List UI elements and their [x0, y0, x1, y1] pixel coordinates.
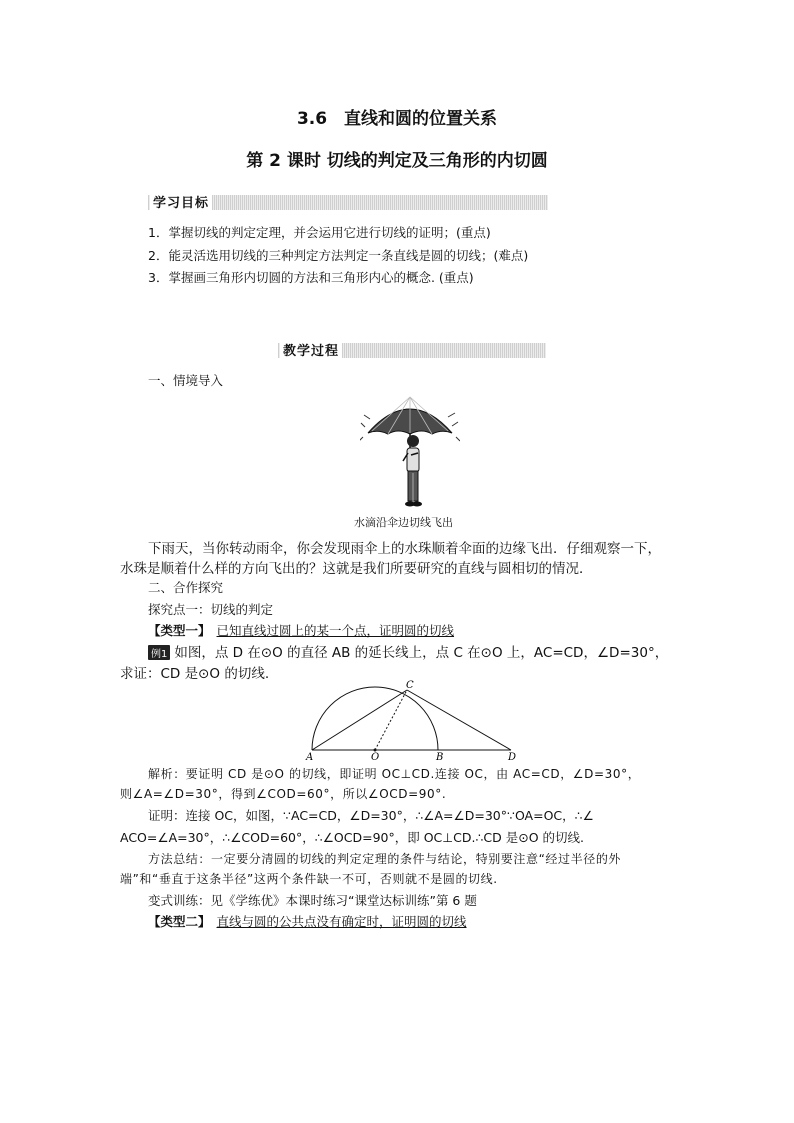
- umbrella-boy-illustration: [360, 393, 460, 511]
- coop-heading: 二、合作探究: [148, 580, 224, 595]
- label-A: A: [306, 752, 314, 762]
- example-line-2: 求证：CD 是⊙O 的切线.: [120, 666, 270, 682]
- type1-text: 已知直线过圆上的某一个点，证明圆的切线: [216, 623, 455, 638]
- process-banner: [278, 340, 546, 358]
- intro-paragraph-line-2: 水珠是顺着什么样的方向飞出的？这就是我们所要研究的直线与圆相切的情况．: [120, 561, 593, 577]
- type2-line: [148, 912, 467, 930]
- process-heading: 教学过程: [280, 340, 342, 359]
- goal-item-3: 3．掌握画三角形内切圆的方法和三角形内心的概念. (重点): [148, 270, 474, 285]
- line-O-C: [375, 690, 407, 750]
- example-badge: 例1: [148, 645, 170, 660]
- summary-line-1: 方法总结：一定要分清圆的切线的判定定理的条件与结论，特别要注意“经过半径的外: [148, 852, 622, 866]
- analysis-line-1: 解析：要证明 CD 是⊙O 的切线，即证明 OC⊥CD.连接 OC，由 AC=CD，∠D=30°，: [148, 767, 641, 781]
- example-text-1: 如图，点 D 在⊙O 的直径 AB 的延长线上，点 C 在⊙O 上，AC=CD，∠D=30°，: [174, 645, 669, 661]
- example-line-1: [148, 641, 668, 661]
- goal-item-1: 1．掌握切线的判定定理，并会运用它进行切线的证明；(重点): [148, 225, 491, 240]
- intro-paragraph-line-1: 下雨天，当你转动雨伞，你会发现雨伞上的水珠顺着伞面的边缘飞出．仔细观察一下，: [148, 541, 661, 557]
- lesson-title: 第 2 课时 切线的判定及三角形的内切圆: [246, 151, 548, 171]
- label-B: B: [436, 752, 444, 762]
- proof-line-1: 证明：连接 OC，如图，∵AC=CD，∠D=30°，∴∠A=∠D=30°∵OA=OC，∴∠: [148, 808, 594, 823]
- goal-item-2: 2．能灵活选用切线的三种判定方法判定一条直线是圆的切线；(难点): [148, 248, 529, 263]
- goals-heading: 学习目标: [150, 192, 212, 211]
- intro-heading: 一、情境导入: [148, 373, 224, 388]
- type2-label: 【类型二】: [148, 914, 211, 929]
- proof-line-2: ACO=∠A=30°，∴∠COD=60°，∴∠OCD=90°，即 OC⊥CD.∴CD 是⊙O 的切线.: [120, 830, 585, 845]
- type1-label: 【类型一】: [148, 623, 211, 638]
- line-A-C: [312, 690, 407, 750]
- goals-banner: [148, 192, 548, 210]
- label-D: D: [508, 752, 517, 762]
- section-title: 3.6 直线和圆的位置关系: [296, 109, 498, 129]
- summary-line-2: 端”和“垂直于这条半径”这两个条件缺一不可，否则就不是圆的切线.: [120, 872, 498, 886]
- point1-heading: 探究点一：切线的判定: [148, 602, 274, 617]
- type1-line: [148, 621, 454, 639]
- analysis-line-2: 则∠A=∠D=30°，得到∠COD=60°，所以∠OCD=90°.: [120, 787, 447, 801]
- geometry-diagram: [302, 680, 524, 762]
- line-C-D: [407, 690, 511, 750]
- type2-text: 直线与圆的公共点没有确定时，证明圆的切线: [216, 914, 467, 929]
- figure-caption: 水滴沿伞边切线飞出: [354, 516, 453, 529]
- label-C: C: [406, 680, 414, 691]
- variant-training: 变式训练：见《学练优》本课时练习“课堂达标训练”第 6 题: [148, 893, 477, 908]
- label-O: O: [371, 752, 380, 762]
